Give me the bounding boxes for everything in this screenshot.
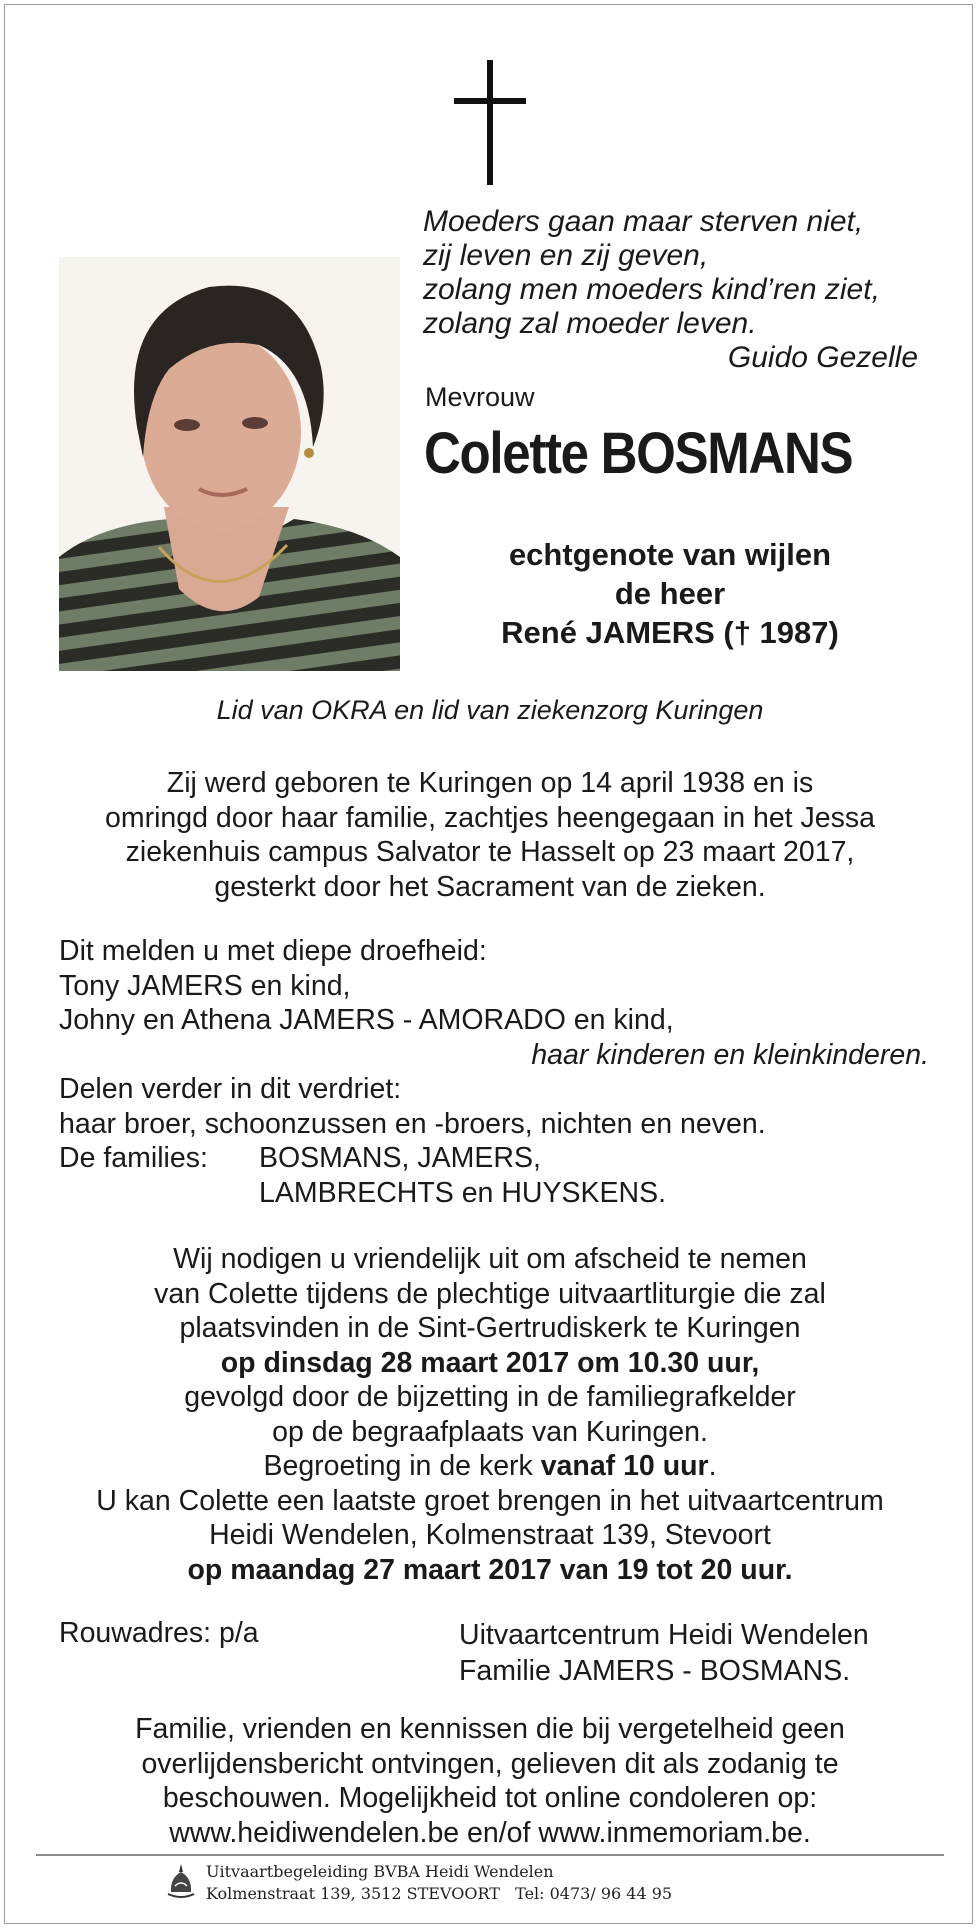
family-names: LAMBRECHTS en HUYSKENS. bbox=[259, 1176, 667, 1209]
birth-death-paragraph bbox=[0, 766, 980, 904]
announcers-intro: Dit melden u met diepe droefheid: bbox=[59, 935, 487, 967]
greeting-suffix: . bbox=[708, 1450, 717, 1482]
children-caption: haar kinderen en kleinkinderen. bbox=[531, 1038, 929, 1071]
notice-line: overlijdensbericht ontvingen, gelieven dit als zodanig te bbox=[141, 1747, 839, 1780]
paragraph-line: Zij werd geboren te Kuringen op 14 april 1938 en is bbox=[166, 767, 814, 799]
visit-date: op maandag 27 maart 2017 van 19 tot 20 uur. bbox=[187, 1553, 793, 1586]
deceased-name: Colette BOSMANS bbox=[424, 421, 853, 486]
portrait-photo bbox=[59, 257, 400, 671]
greeting-line bbox=[0, 1449, 980, 1484]
poem-line: Moeders gaan maar sterven niet, bbox=[423, 205, 864, 238]
announcers-block bbox=[59, 934, 929, 1210]
burial-line: op de begraafplaats van Kuringen. bbox=[272, 1415, 708, 1448]
invite-line: van Colette tijdens de plechtige uitvaartliturgie die zal bbox=[154, 1277, 826, 1310]
honorific: Mevrouw bbox=[425, 382, 535, 412]
cross-icon bbox=[487, 60, 493, 185]
poem-line: zolang zal moeder leven. bbox=[423, 307, 757, 340]
poem-line: zolang men moeders kind’ren ziet, bbox=[423, 273, 880, 306]
spouse-line: de heer bbox=[614, 576, 726, 611]
announcer-child: Tony JAMERS en kind, bbox=[59, 969, 351, 1002]
families-label: De families: bbox=[59, 1142, 208, 1174]
spouse-line: René JAMERS († 1987) bbox=[501, 615, 839, 650]
spouse-line: echtgenote van wijlen bbox=[508, 537, 832, 572]
membership-text: Lid van OKRA en lid van ziekenzorg Kuringen bbox=[216, 695, 764, 725]
families-row bbox=[59, 1141, 929, 1210]
visit-line: Heidi Wendelen, Kolmenstraat 139, Stevoort bbox=[209, 1519, 771, 1551]
notice-block bbox=[0, 1712, 980, 1850]
invite-line: plaatsvinden in de Sint-Gertrudiskerk te Kuringen bbox=[179, 1312, 801, 1344]
funeral-home-logo-icon bbox=[166, 1862, 196, 1900]
others-intro: Delen verder in dit verdriet: bbox=[59, 1073, 402, 1105]
footer bbox=[206, 1861, 672, 1905]
mourning-address bbox=[459, 1617, 869, 1689]
families-list bbox=[259, 1141, 666, 1210]
service-date: op dinsdag 28 maart 2017 om 10.30 uur, bbox=[220, 1346, 760, 1379]
greeting-prefix: Begroeting in de kerk bbox=[263, 1450, 541, 1482]
others-list: haar broer, schoonzussen en -broers, nichten en neven. bbox=[59, 1107, 766, 1140]
visit-line: U kan Colette een laatste groet brengen in het uitvaartcentrum bbox=[96, 1484, 884, 1517]
announcer-child: Johny en Athena JAMERS - AMORADO en kind, bbox=[59, 1004, 674, 1036]
paragraph-line: omringd door haar familie, zachtjes heengegaan in het Jessa bbox=[105, 801, 875, 834]
paragraph-line: gesterkt door het Sacrament van de zieken. bbox=[214, 870, 766, 903]
family-names: BOSMANS, JAMERS, bbox=[259, 1142, 541, 1174]
greeting-time: vanaf 10 uur bbox=[540, 1450, 709, 1482]
poem-line: zij leven en zij geven, bbox=[423, 239, 709, 272]
funeral-block bbox=[0, 1242, 980, 1587]
footer-divider bbox=[36, 1854, 944, 1856]
footer-company: Uitvaartbegeleiding BVBA Heidi Wendelen bbox=[206, 1862, 554, 1881]
paragraph-line: ziekenhuis campus Salvator te Hasselt op 23 maart 2017, bbox=[125, 836, 855, 868]
poem bbox=[423, 205, 918, 375]
mourning-address-line: Uitvaartcentrum Heidi Wendelen bbox=[459, 1619, 869, 1651]
mourning-address-line: Familie JAMERS - BOSMANS. bbox=[459, 1655, 851, 1687]
invite-line: Wij nodigen u vriendelijk uit om afscheid te nemen bbox=[173, 1243, 807, 1275]
spouse-info bbox=[430, 535, 910, 652]
notice-line: Familie, vrienden en kennissen die bij vergetelheid geen bbox=[135, 1713, 845, 1745]
footer-address: Kolmenstraat 139, 3512 STEVOORT Tel: 0473/ 96 44 95 bbox=[206, 1884, 673, 1903]
poem-author: Guido Gezelle bbox=[727, 341, 918, 374]
notice-line: beschouwen. Mogelijkheid tot online condoleren op: bbox=[162, 1782, 818, 1814]
mourning-address-label: Rouwadres: p/a bbox=[59, 1617, 259, 1649]
notice-url-line: www.heidiwendelen.be en/of www.inmemoriam.be. bbox=[169, 1816, 811, 1849]
cross-icon-bar bbox=[454, 98, 526, 104]
burial-line: gevolgd door de bijzetting in de familiegrafkelder bbox=[184, 1381, 796, 1413]
